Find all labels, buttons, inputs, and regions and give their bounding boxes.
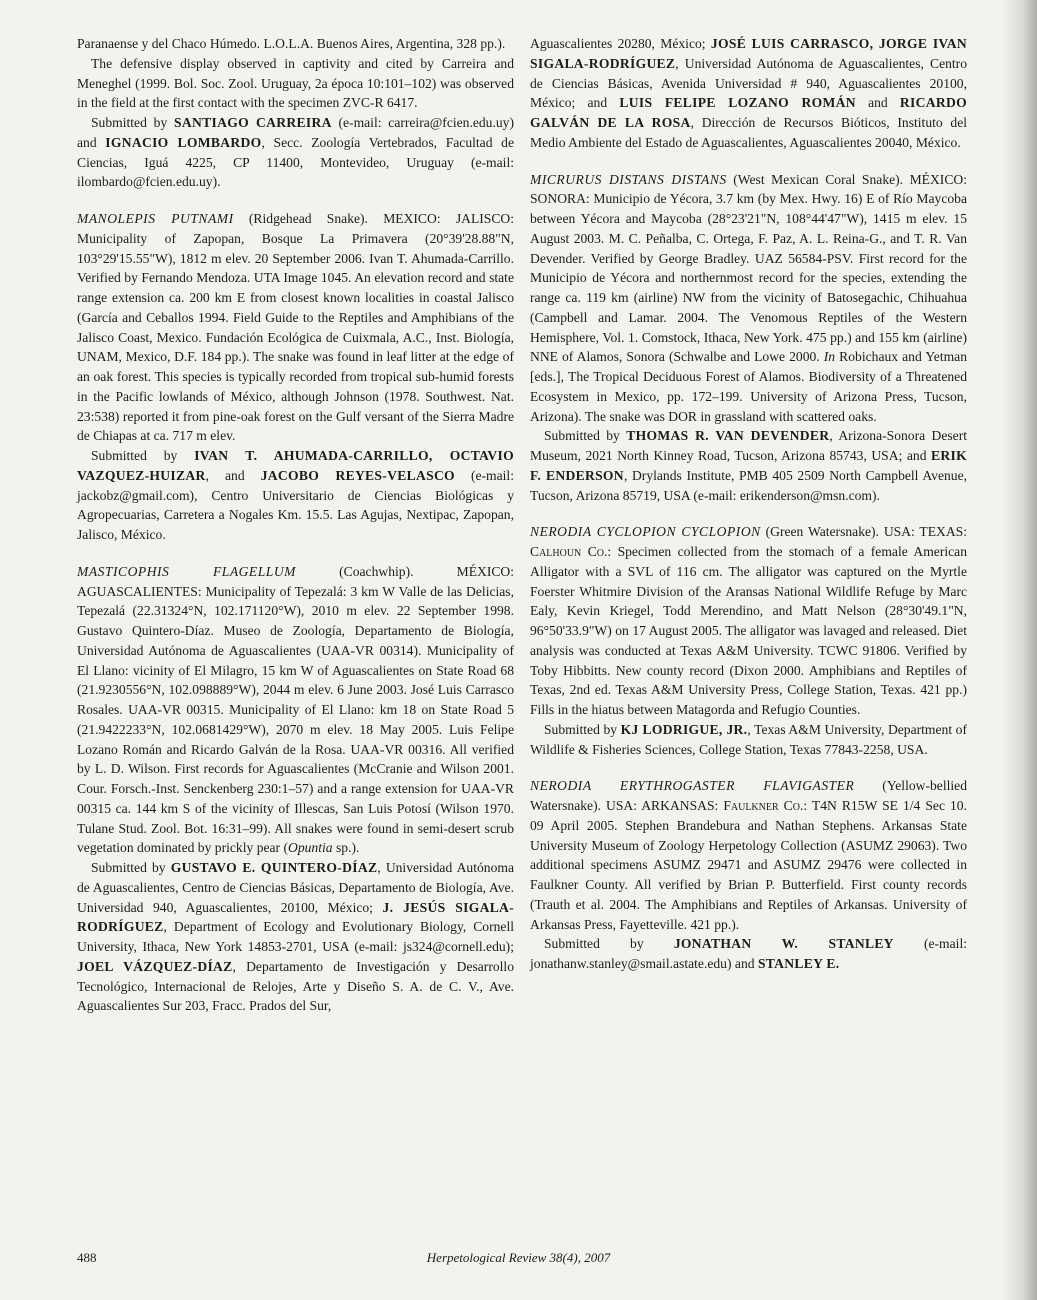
entry-body: MANOLEPIS PUTNAMI (Ridgehead Snake). MEXICO: JALISCO: Municipality of Zapopan, Bosque La Primavera (20°39'28.88"N, 103°29'15.55"W), 1812 m elev. 20 September 2006. Ivan T. Ahumada-Carrillo. Verified by Fernando Mendoza. UTA Image 1045. An elevation record and state range extension ca. 200 km E from closest known localities in coastal Jalisco (García and Ceballos 1994. Field Guide to the Reptiles and Amphibians of the Jalisco Coast, Mexico. Fundación Ecológica de Cuixmala, A.C., Inst. Biología, UNAM, Mexico, D.F. 184 pp.). The snake was found in leaf litter at the edge of an oak forest. This species is typically recorded from tropical sub-humid forests in the Pacific lowlands of México, although Johnson (1978. Southwest. Nat. 23:538) reported it from pine-oak forest on the Gulf versant of the Sierra Madre de Chiapas at ca. 717 m elev. (77, 211, 514, 444)
entry-nerodia-cyclopion (530, 522, 967, 759)
entry-body: MICRURUS DISTANS DISTANS (West Mexican Coral Snake). MÉXICO: SONORA: Municipio de Yécora, 3.7 km (by Mex. Hwy. 16) E of Río Maycoba between Yécora and Maycoba (28°23'21"N, 108°44'47"W), 1415 m elev. 15 August 2003. M. C. Peñalba, C. Ortega, F. Paz, A. L. Reina-G., and T. R. Van Devender. Verified by George Bradley. UAZ 56584-PSV. First record for the Municipio de Yécora and northernmost record for the species, extending the range ca. 119 km (airline) NW from the vicinity of Batosegachic, Chihuahua (Campbell and Lamar. 2004. The Venomous Reptiles of the Western Hemisphere, Vol. 1. Comstock, Ithaca, New York. 475 pp.) and 155 km (airline) NNE of Alamos, Sonora (Schwalbe and Lowe 2000. In Robichaux and Yetman [eds.], The Tropical Deciduous Forest of Alamos. Biodiversity of a Threatened Ecosystem in Mexico, pp. 172–199. University of Arizona Press, Tucson, Arizona). The snake was DOR in grassland with scattered oaks. (530, 171, 967, 424)
species-heading: NERODIA ERYTHROGASTER FLAVIGASTER (530, 778, 855, 794)
left-column (77, 34, 514, 1016)
right-column (530, 34, 967, 974)
entry-body: MASTICOPHIS FLAGELLUM (Coachwhip). MÉXICO: AGUASCALIENTES: Municipality of Tepezalá: 3 km W Valle de las Delicias, Tepezalá (22.31324°N, 102.171120°W), 2010 m elev. 22 September 1998. Gustavo Quintero-Díaz. Museo de Zoología, Departamento de Biología, Universidad Autónoma de Aguascalientes (UAA-VR 00314). Municipality of El Llano: vicinity of El Milagro, 15 km W of Aguascalientes on State Road 68 (21.9230556°N, 102.098889°W), 2044 m elev. 6 June 2003. José Luis Carrasco Rosales. UAA-VR 00315. Municipality of El Llano: km 18 on State Road 5 (21.9422233°N, 102.0681429°W), 2070 m elev. 18 May 2005. Luis Felipe Lozano Román and Ricardo Galván de la Rosa. UAA-VR 00316. All verified by L. D. Wilson. First records for Aguascalientes (McCranie and Wilson 2001. Cour. Forsch.-Inst. Senckenberg 230:1–57) and a range extension for UAA-VR 00315 ca. 144 km S of the vicinity of Illescas, San Luis Potosí (Wilson 1970. Tulane Stud. Zool. Bot. 16:31–99). All snakes were found in semi-desert scrub vegetation dominated by prickly pear (Opuntia sp.). (77, 563, 515, 856)
entry-body: NERODIA CYCLOPION CYCLOPION (Green Watersnake). USA: TEXAS: Calhoun Co.: Specimen collected from the stomach of a female American Alligator with a SVL of 116 cm. The alligator was captured on the Myrtle Foerster Whitmire Division of the Aransas National Wildlife Refuge by Marc Ealy, Kevin Kriegel, Todd Merendino, and Matt Nelson (28°30'49.1"N, 96°50'33.9"W) on 17 August 2005. The alligator was lavaged and released. Diet analysis was conducted at Texas A&M University. TCWC 91806. Verified by Toby Hibbitts. New county record (Dixon 2000. Amphibians and Reptiles of Texas, 2nd ed. Texas A&M University Press, College Station, Texas. 421 pp.) Fills in the hiatus between Matagorda and Refugio Counties. (530, 524, 967, 717)
entry-micrurus-distans (530, 170, 967, 506)
page-binding-shadow (1003, 0, 1037, 1300)
submission-credit: Submitted by JONATHAN W. STANLEY (e-mail: jonathanw.stanley@smail.astate.edu) and STANLEY E. (530, 936, 967, 971)
species-heading: MICRURUS DISTANS DISTANS (530, 171, 727, 187)
entry-body: NERODIA ERYTHROGASTER FLAVIGASTER (Yellow-bellied Watersnake). USA: ARKANSAS: Faulkner Co.: T4N R15W SE 1/4 Sec 10. 09 April 2005. Stephen Brandebura and Nathan Stephens. Arkansas State University Museum of Zoology Herpetology Collection (ASUMZ 29063). Two additional specimens ASUMZ 29471 and ASUMZ 29476 were collected in Faulkner County. All verified by Brian P. Butterfield. First county records (Trauth et al. 2004. The Amphibians and Reptiles of Arkansas. University of Arkansas Press, Fayetteville. 421 pp.). (530, 778, 968, 932)
continued-citation: Paranaense y del Chaco Húmedo. L.O.L.A. Buenos Aires, Argentina, 328 pp.). (77, 36, 506, 51)
submission-credit: Submitted by GUSTAVO E. QUINTERO-DÍAZ, Universidad Autónoma de Aguascalientes, Centro de Ciencias Básicas, Departamento de Biología, Ave. Universidad 940, Aguascalientes, 20100, México; J. JESÚS SIGALA-RODRÍGUEZ, Department of Ecology and Evolutionary Biology, Cornell University, Ithaca, New York 14853-2701, USA (e-mail: js324@cornell.edu); JOEL VÁZQUEZ-DÍAZ, Departamento de Investigación y Desarrollo Tecnológico, Internacional de Relojes, Arte y Diseño S. A. de C. V., Ave. Aguascalientes Sur 203, Fracc. Prados del Sur, (77, 860, 515, 1014)
species-heading: MASTICOPHIS FLAGELLUM (77, 563, 297, 579)
page-number: 488 (77, 1250, 97, 1265)
species-heading: MANOLEPIS PUTNAMI (77, 211, 234, 226)
entry-masticophis-flagellum (77, 562, 514, 1016)
submission-credit: Submitted by THOMAS R. VAN DEVENDER, Arizona-Sonora Desert Museum, 2021 North Kinney Road, Tucson, Arizona 85743, USA; and ERIK F. ENDERSON, Drylands Institute, PMB 405 2509 North Campbell Avenue, Tucson, Arizona 85719, USA (e-mail: erikenderson@msn.com). (530, 428, 968, 503)
continued-credit: Aguascalientes 20280, México; JOSÉ LUIS CARRASCO, JORGE IVAN SIGALA-RODRÍGUEZ, Universidad Autónoma de Aguascalientes, Centro de Ciencias Básicas, Avenida Universidad # 940, Aguascalientes 20100, México; and LUIS FELIPE LOZANO ROMÁN and RICARDO GALVÁN DE LA ROSA, Dirección de Recursos Bióticos, Instituto del Medio Ambiente del Estado de Aguascalientes, Aguascalientes 20040, México. (530, 36, 968, 150)
entry-manolepis-putnami (77, 209, 514, 545)
defensive-display-paragraph: The defensive display observed in captivity and cited by Carreira and Meneghel (1999. Bol. Soc. Zool. Uruguay, 2a época 10:101–102) was observed in the field at the first contact with the specimen ZVC-R 6417. (77, 55, 514, 111)
entry-nerodia-erythrogaster (530, 776, 967, 974)
journal-footer: Herpetological Review 38(4), 2007 (426, 1250, 611, 1265)
submission-credit: Submitted by KJ LODRIGUE, JR., Texas A&M University, Department of Wildlife & Fisheries Sciences, College Station, Texas 77843-2258, USA. (530, 721, 967, 757)
species-heading: NERODIA CYCLOPION CYCLOPION (530, 524, 761, 540)
submission-credit: Submitted by SANTIAGO CARREIRA (e-mail: carreira@fcien.edu.uy) and IGNACIO LOMBARDO, Secc. Zoología Vertebrados, Facultad de Ciencias, Iguá 4225, CP 11400, Montevideo, Uruguay (e-mail: ilombardo@fcien.edu.uy). (77, 115, 515, 190)
submission-credit: Submitted by IVAN T. AHUMADA-CARRILLO, OCTAVIO VAZQUEZ-HUIZAR, and JACOBO REYES-VELASCO (e-mail: jackobz@gmail.com), Centro Universitario de Ciencias Biológicas y Agropecuarias, Carretera a Nogales Km. 15.5. Las Agujas, Nextipac, Zapopan, Jalisco, México. (77, 448, 514, 542)
